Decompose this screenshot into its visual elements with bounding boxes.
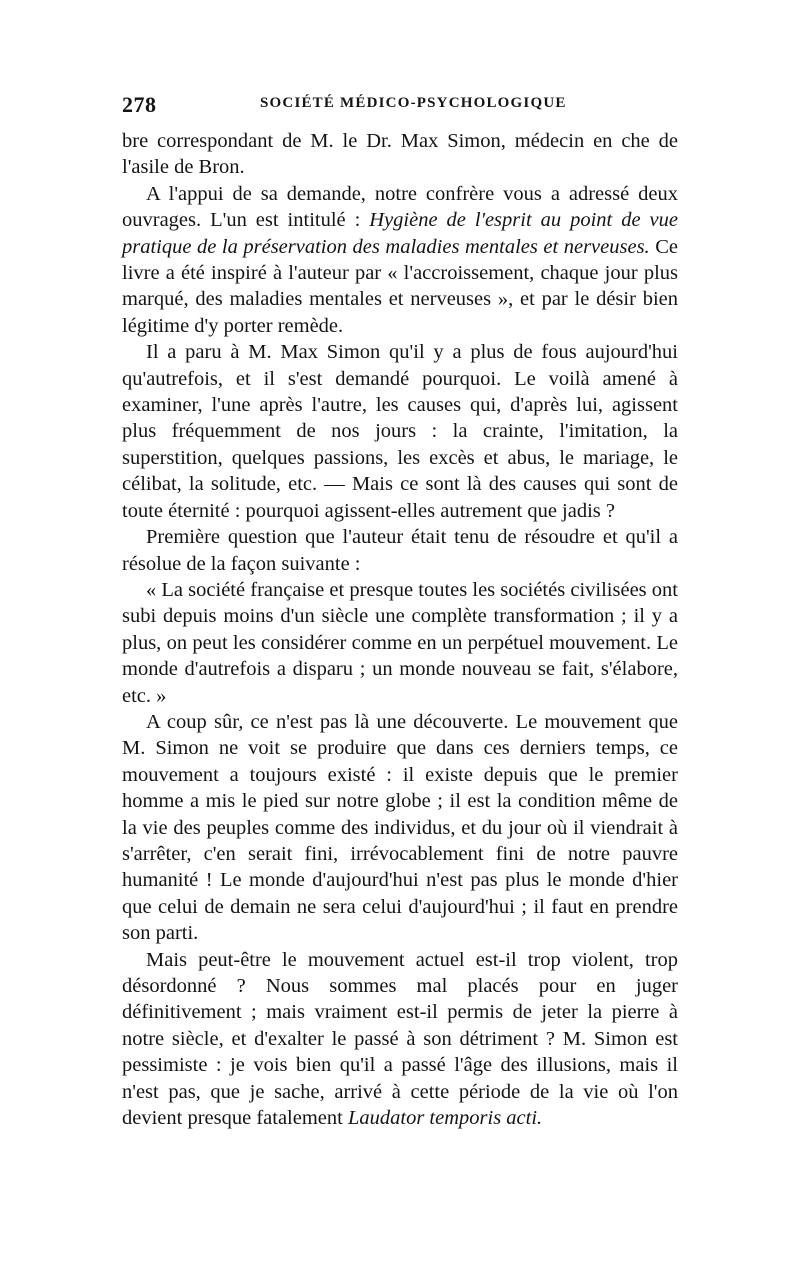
paragraph-book-description <box>122 181 678 339</box>
paragraph-text: Mais peut-être le mouvement actuel est-il trop violent, trop désordonné ? Nous sommes mal placés pour en juger définitivement ; mais vraiment est-il permis de jeter la pierre à notre siècle, et d'exalter le passé à son détriment ? M. Simon est pessimiste : je vois bien qu'il a passé l'âge des illusions, mais il n'est pas, que je sache, arrivé à cette période de la vie où l'on devient presque fatalement <box>122 948 678 1130</box>
paragraph-question: Première question que l'auteur était tenu de résoudre et qu'il a résolue de la façon suivante : <box>122 526 678 575</box>
page-number: 278 <box>122 92 157 117</box>
paragraph-movement: A coup sûr, ce n'est pas là une découverte. Le mouvement que M. Simon ne voit se produire que dans ces derniers temps, ce mouvement a toujours existé : il existe depuis que le premier homme a mis le pied sur notre globe ; il est la condition même de la vie des peuples comme des individus, et du jour où il viendrait à s'arrêter, c'en serait fini, irrévocablement fini de notre pauvre humanité ! Le monde d'aujourd'hui n'est pas plus le monde d'hier que celui de demain ne sera celui d'aujourd'hui ; il faut en prendre son parti. <box>122 710 678 945</box>
paragraph-quotation: « La société française et presque toutes les sociétés civilisées ont subi depuis moins d'un siècle une complète transformation ; il y a plus, on peut les considérer comme en un perpétuel mouvement. Le monde d'autrefois a disparu ; un monde nouveau se fait, s'élabore, etc. » <box>122 578 678 707</box>
book-title: Hygiène de l'esprit au point de vue pratique de la préservation des maladies mentales et nerveuses. <box>122 209 679 258</box>
paragraph-pessimist <box>122 947 678 1132</box>
paragraph-continuation: bre correspondant de M. le Dr. Max Simon, médecin en che de l'asile de Bron. <box>122 130 678 179</box>
paragraph-causes: Il a paru à M. Max Simon qu'il y a plus de fous aujourd'hui qu'autrefois, et il s'est demandé pourquoi. Le voilà amené à examiner, l'une après l'autre, les causes qui, d'après lui, agissent plus fréquemment de nos jours : la crainte, l'imitation, la superstition, quelques passions, les excès et abus, le mariage, le célibat, la solitude, etc. — Mais ce sont là des causes qui sont de toute éternité : pourquoi agissent-elles autrement que jadis ? <box>122 341 678 522</box>
page-header <box>122 92 682 118</box>
paragraph-text: A l'appui de sa demande, notre confrère vous a adressé deux ouvrages. L'un est intitulé : <box>122 182 678 232</box>
body-text <box>122 128 678 1131</box>
paragraph-text: Ce livre a été inspiré à l'auteur par « l'accroissement, chaque jour plus marqué, des maladies mentales et nerveuses », et par le désir bien légitime d'y porter remède. <box>122 235 678 337</box>
latin-phrase: Laudator temporis acti. <box>347 1107 543 1130</box>
running-head: SOCIÉTÉ MÉDICO-PSYCHOLOGIQUE <box>260 95 567 111</box>
